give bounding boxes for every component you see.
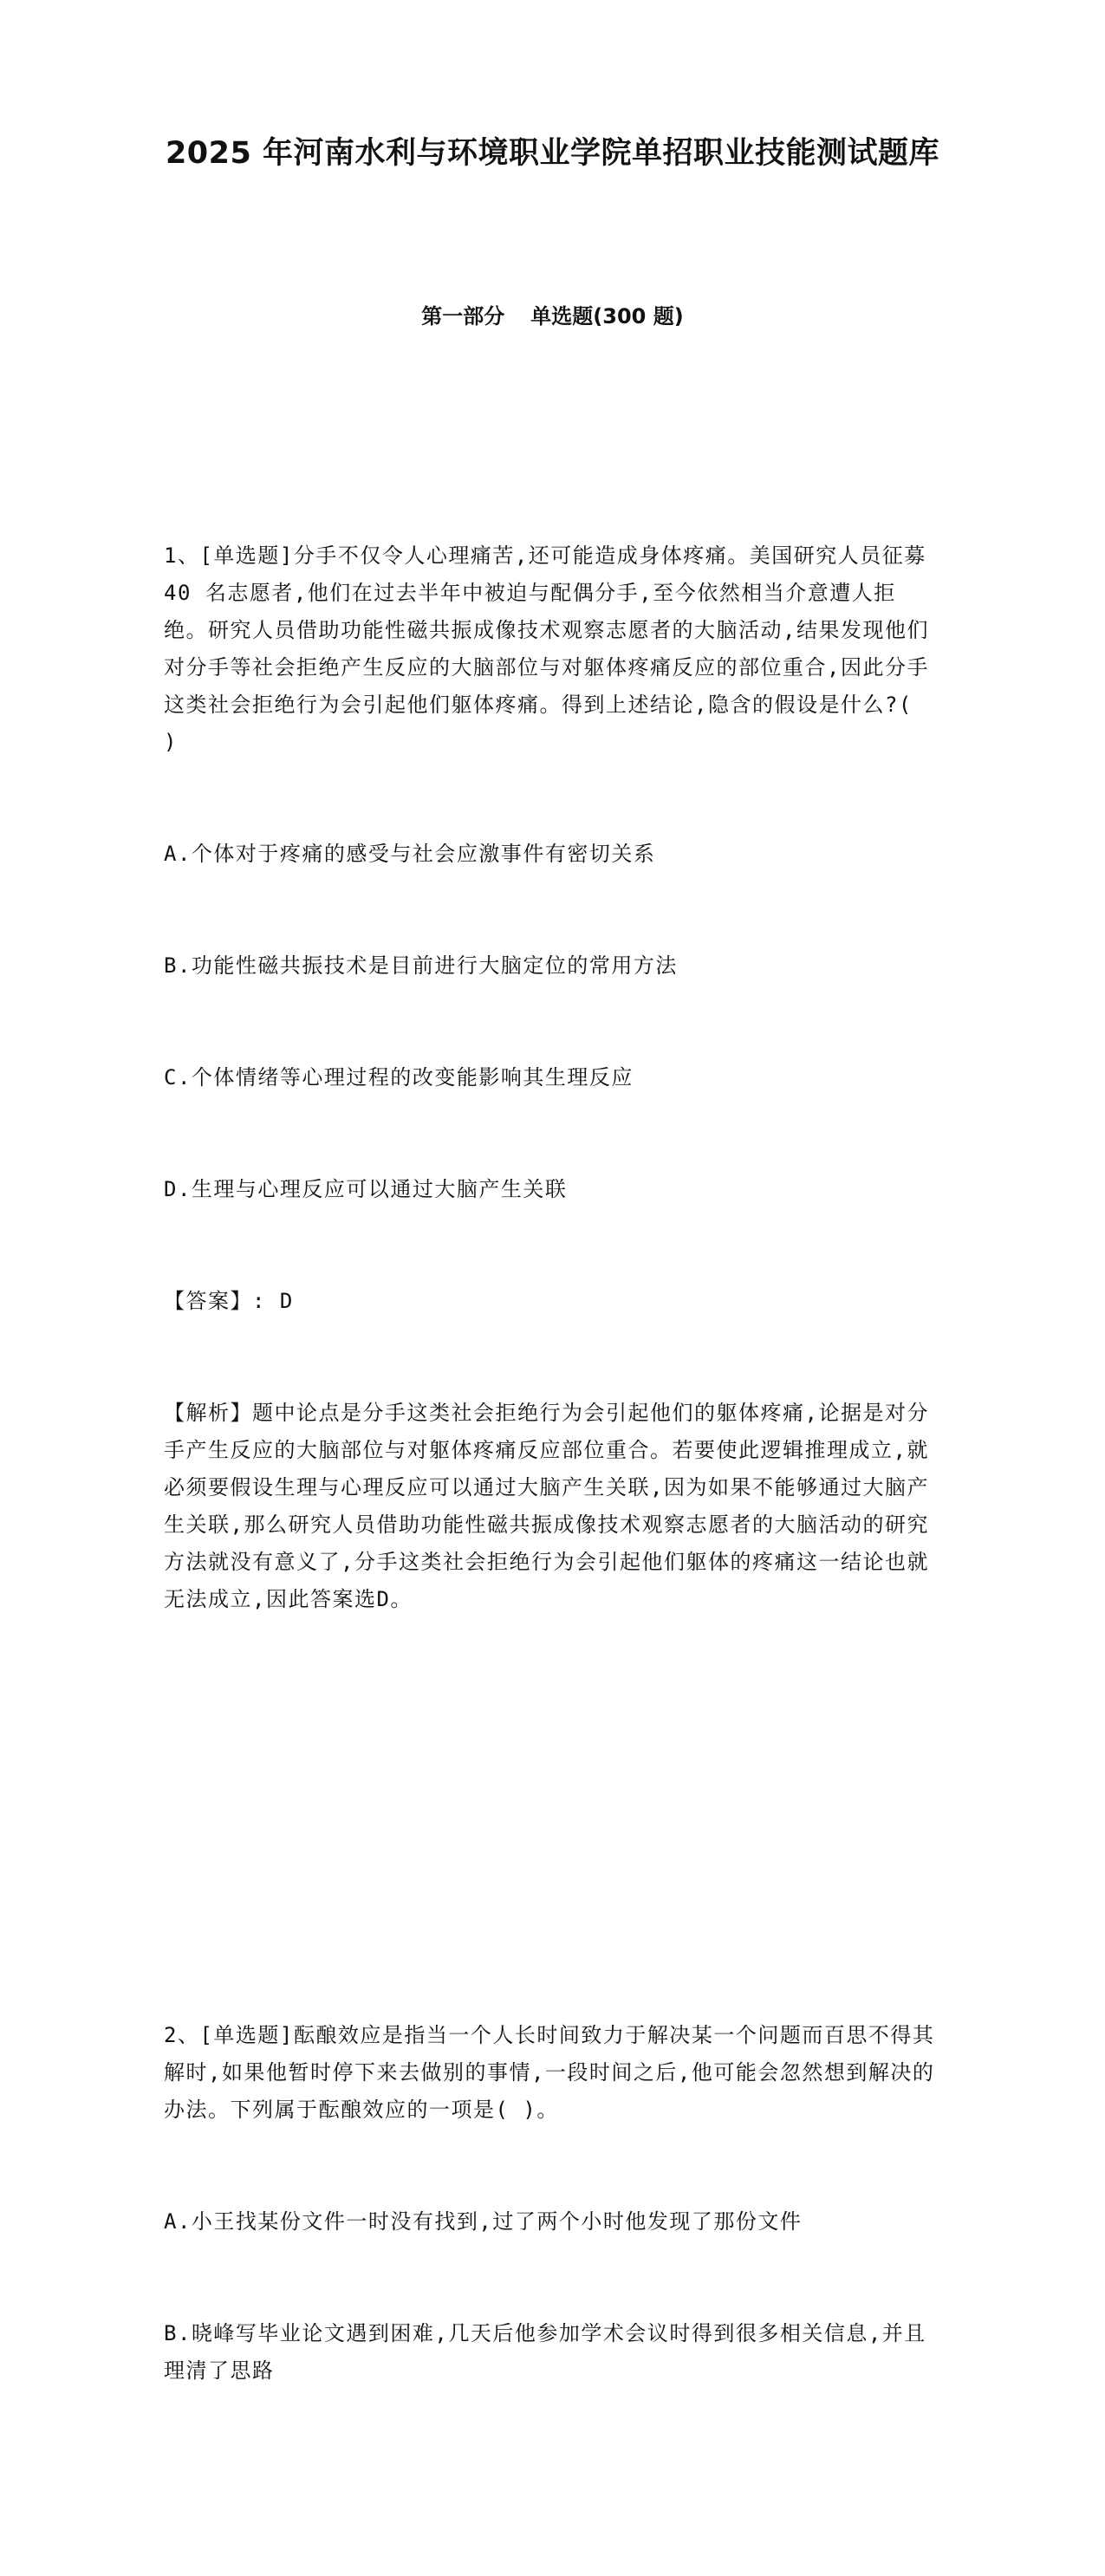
question-1-analysis: 【解析】题中论点是分手这类社会拒绝行为会引起他们的躯体疼痛,论据是对分手产生反应的大脑部位与对躯体疼痛反应部位重合。若要使此逻辑推理成立,就必须要假设生理与心理反应可以通过大脑产生关联,因为如果不能够通过大脑产生关联,那么研究人员借助功能性磁共振成像技术观察志愿者的大脑活动的研究方法就没有意义了,分手这类社会拒绝行为会引起他们躯体的疼痛这一结论也就无法成立,因此答案选D。: [164, 1401, 929, 1611]
question-2-option-a: A.小王找某份文件一时没有找到,过了两个小时他发现了那份文件: [164, 2209, 803, 2234]
question-1-stem: 1、[单选题]分手不仅令人心理痛苦,还可能造成身体疼痛。美国研究人员征募 40 名志愿者,他们在过去半年中被迫与配偶分手,至今依然相当介意遭人拒绝。研究人员借助功能性磁共振成像技术观察志愿者的大脑活动,结果发现他们对分手等社会拒绝产生反应的大脑部位与对躯体疼痛反应的部位重合,因此分手这类社会拒绝行为会引起他们躯体疼痛。得到上述结论,隐含的假设是什么?( ): [164, 543, 940, 754]
document-title: [121, 127, 984, 180]
question-1: [164, 463, 939, 1693]
question-2-stem: 2、[单选题]酝酿效应是指当一个人长时间致力于解决某一个问题而百思不得其解时,如果他暂时停下来去做别的事情,一段时间之后,他可能会忽然想到解决的办法。下列属于酝酿效应的一项是( )。: [164, 2023, 935, 2122]
question-1-option-a: A.个体对于疼痛的感受与社会应激事件有密切关系: [164, 842, 656, 866]
question-2: [164, 1942, 939, 2464]
section-part-label: 第一部分: [421, 304, 505, 329]
question-spacer: [164, 1805, 939, 1831]
question-1-option-d: D.生理与心理反应可以通过大脑产生关联: [164, 1177, 568, 1201]
question-1-answer: 【答案】: D: [164, 1289, 294, 1313]
question-2-option-b: B.晓峰写毕业论文遇到困难,几天后他参加学术会议时得到很多相关信息,并且理清了思路: [164, 2321, 926, 2383]
question-1-option-b: B.功能性磁共振技术是目前进行大脑定位的常用方法: [164, 953, 678, 978]
section-title: [121, 299, 984, 334]
question-list: [164, 351, 939, 2576]
question-1-option-c: C.个体情绪等心理过程的改变能影响其生理反应: [164, 1065, 634, 1090]
section-type-label: 单选题(300 题): [530, 304, 684, 329]
document-title-text: 2025 年河南水利与环境职业学院单招职业技能测试题库: [165, 136, 940, 171]
